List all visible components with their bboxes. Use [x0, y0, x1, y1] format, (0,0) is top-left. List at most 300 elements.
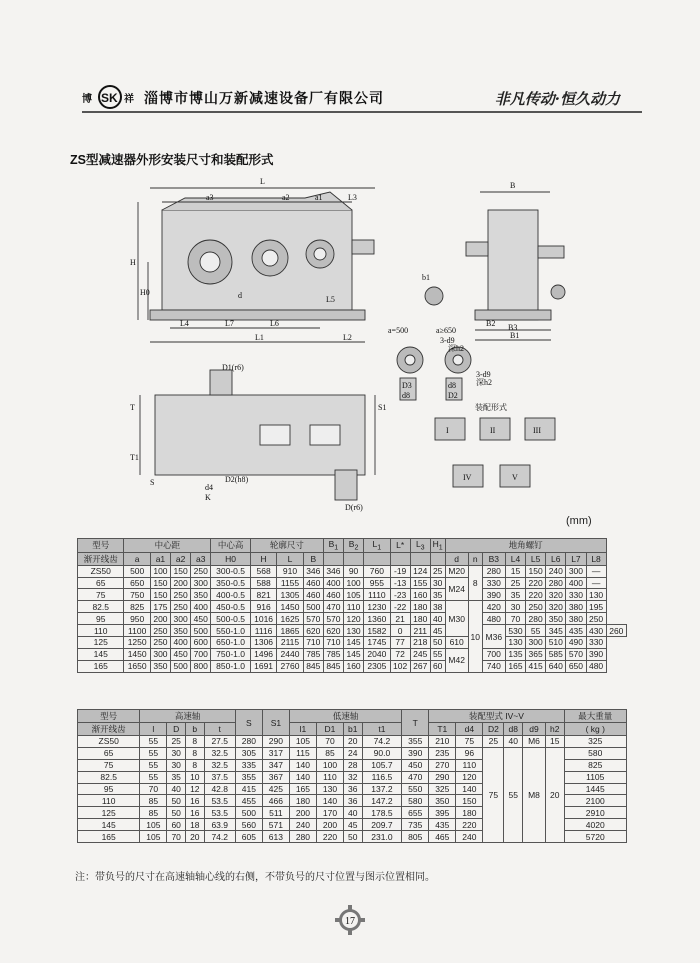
table-cell: 400 [323, 577, 343, 589]
table-cell: 130 [586, 589, 606, 601]
table-cell: 280 [289, 831, 316, 843]
table-cell: 145 [344, 637, 364, 649]
subcol: ( kg ) [564, 723, 626, 736]
svg-text:博: 博 [82, 94, 92, 105]
table-cell: 160 [344, 660, 364, 672]
table-cell: 760 [364, 565, 390, 577]
table-cell: 5720 [564, 831, 626, 843]
table-cell: 220 [526, 577, 546, 589]
table-cell: 8 [185, 736, 204, 748]
table-cell: 130 [344, 625, 364, 637]
table-cell: 345 [546, 625, 566, 637]
table-cell: 55 [140, 759, 167, 771]
table-cell: 250 [150, 625, 170, 637]
page-header [82, 84, 642, 110]
table-cell: 1105 [564, 771, 626, 783]
table-cell: 400 [191, 601, 211, 613]
table-cell: 455 [235, 795, 262, 807]
svg-text:L1: L1 [255, 333, 264, 342]
table-cell: 568 [250, 565, 276, 577]
table-cell: 140 [289, 759, 316, 771]
table-cell: 300 [171, 613, 191, 625]
table-cell: 490 [566, 637, 586, 649]
table-cell: 570 [566, 648, 586, 660]
col-model: 型号 [78, 539, 124, 553]
table-cell: 620 [303, 625, 323, 637]
table-cell: 560 [235, 819, 262, 831]
subcol: D1 [316, 723, 343, 736]
col-max-weight: 最大重量 [564, 710, 626, 723]
table-cell: 1496 [250, 648, 276, 660]
table-cell: 150 [150, 589, 170, 601]
table-cell: 60 [167, 819, 186, 831]
table-cell: 180 [410, 601, 430, 613]
table-cell: 1625 [277, 613, 303, 625]
table-cell: 1250 [124, 637, 150, 649]
table-cell: 1360 [364, 613, 390, 625]
table-cell: 30 [505, 601, 525, 613]
table-row [78, 747, 627, 759]
table-cell: 500 [171, 660, 191, 672]
table-cell: 150 [171, 565, 191, 577]
table-cell: 420 [482, 601, 505, 613]
subcol: H [250, 552, 276, 565]
table-cell: 500-0.5 [211, 613, 251, 625]
table-cell: 400 [566, 577, 586, 589]
svg-text:a2: a2 [282, 193, 290, 202]
table-cell: 35 [430, 589, 445, 601]
table-cell: 55 [504, 747, 523, 842]
table-1-body [78, 565, 627, 672]
table-cell: 32 [343, 771, 362, 783]
table-cell: 1450 [277, 601, 303, 613]
table-cell: 650-1.0 [211, 637, 251, 649]
subcol: d9 [523, 723, 546, 736]
table-cell: 0 [390, 625, 410, 637]
svg-text:B2: B2 [486, 319, 496, 328]
table-cell: 21 [390, 613, 410, 625]
table-cell: 250 [150, 637, 170, 649]
company-logo [82, 84, 142, 110]
table-cell: 2305 [364, 660, 390, 672]
table-cell: 435 [429, 819, 456, 831]
table-cell: 1305 [277, 589, 303, 601]
table-cell: M36 [482, 625, 505, 649]
table-cell: 435 [566, 625, 586, 637]
table-cell: 220 [456, 819, 483, 831]
svg-text:L2: L2 [343, 333, 352, 342]
subcol: a [124, 552, 150, 565]
table-cell: 588 [250, 577, 276, 589]
table-cell: 10 [468, 601, 482, 672]
subcol: L7 [566, 552, 586, 565]
table-cell: 750 [124, 589, 150, 601]
svg-text:L7: L7 [225, 319, 234, 328]
table-cell: 500 [235, 807, 262, 819]
svg-text:L3: L3 [348, 193, 357, 202]
table-cell: 280 [526, 613, 546, 625]
table-cell: 200 [316, 819, 343, 831]
table-cell: 350-0.5 [211, 577, 251, 589]
table-cell: 53.5 [204, 807, 235, 819]
table-cell: 390 [482, 589, 505, 601]
table-cell: 511 [262, 807, 289, 819]
table-cell: 845 [323, 660, 343, 672]
table-cell: M20 [445, 565, 468, 577]
table-cell: 785 [323, 648, 343, 660]
company-name: 淄博市博山万新减速设备厂有限公司 [144, 90, 384, 106]
table-row [78, 601, 627, 613]
table-cell: 90.0 [362, 747, 402, 759]
table-cell: 27.5 [204, 736, 235, 748]
svg-text:T1: T1 [130, 453, 139, 462]
table-cell: 2760 [277, 660, 303, 672]
table-cell: 140 [316, 795, 343, 807]
table-cell: 30 [167, 747, 186, 759]
table-cell: 180 [456, 807, 483, 819]
table-cell: 65 [78, 747, 140, 759]
section-title: ZS型减速器外形安装尺寸和装配形式 [70, 153, 274, 167]
table-cell: 280 [482, 565, 505, 577]
table-cell: 605 [235, 831, 262, 843]
subcol: L6 [546, 552, 566, 565]
table-row [78, 589, 627, 601]
table-cell: 30 [167, 759, 186, 771]
subcol: b1 [343, 723, 362, 736]
table-cell: 70 [505, 613, 525, 625]
table-cell: 220 [526, 589, 546, 601]
svg-text:a3: a3 [206, 193, 214, 202]
table-cell: 800 [191, 660, 211, 672]
table-cell: 2040 [364, 648, 390, 660]
table-cell: 50 [167, 795, 186, 807]
table-cell: 155 [410, 577, 430, 589]
table-cell: 90 [344, 565, 364, 577]
col-l3: $L_3$ [410, 539, 430, 553]
table-cell: 30 [430, 577, 445, 589]
svg-text:B: B [510, 181, 516, 190]
table-cell: 367 [262, 771, 289, 783]
table-cell: 28 [343, 759, 362, 771]
table-cell: 218 [410, 637, 430, 649]
col-assembly-form: 装配型式 IV~V [429, 710, 564, 723]
subcol: L [277, 552, 303, 565]
subcol: 渐开线齿 [78, 723, 140, 736]
table-cell: 650 [566, 660, 586, 672]
table-cell: 240 [456, 831, 483, 843]
table-cell: 825 [564, 759, 626, 771]
table-cell: 40 [167, 783, 186, 795]
table-cell: 20 [343, 736, 362, 748]
table-cell: 165 [78, 831, 140, 843]
table-cell: 850-1.0 [211, 660, 251, 672]
table-cell: 825 [124, 601, 150, 613]
table-row [78, 660, 627, 672]
table-cell: 74.2 [362, 736, 402, 748]
table-cell: M30 [445, 601, 468, 637]
table-cell: 209.7 [362, 819, 402, 831]
table-cell: 110 [316, 771, 343, 783]
subcol: L8 [586, 552, 606, 565]
subcol: h2 [545, 723, 564, 736]
table-cell: 115 [289, 747, 316, 759]
table-cell: 110 [78, 625, 124, 637]
table-cell: 124 [410, 565, 430, 577]
table-cell: 450 [402, 759, 429, 771]
table-cell: 320 [546, 601, 566, 613]
table-cell: 330 [566, 589, 586, 601]
table-cell: 2440 [277, 648, 303, 660]
table-cell: 105 [344, 589, 364, 601]
col-b2: $B_2$ [344, 539, 364, 553]
table-cell: 460 [303, 589, 323, 601]
table-cell: 500 [303, 601, 323, 613]
table-cell: 325 [429, 783, 456, 795]
table-cell: 16 [185, 795, 204, 807]
table-cell: -13 [390, 577, 410, 589]
table-cell: 350 [171, 625, 191, 637]
subcol: L4 [505, 552, 525, 565]
table-cell: 50 [167, 807, 186, 819]
table-cell: 580 [402, 795, 429, 807]
table-cell: 130 [505, 637, 525, 649]
table-cell: 350 [429, 795, 456, 807]
table-cell: 180 [410, 613, 430, 625]
table-cell: 55 [140, 736, 167, 748]
table-row [78, 565, 627, 577]
subcol: B3 [482, 552, 505, 565]
table-cell: 25 [483, 736, 504, 748]
svg-text:D1(r6): D1(r6) [222, 363, 244, 372]
table-cell: 140 [456, 783, 483, 795]
table-cell: 1110 [364, 589, 390, 601]
table-cell: 75 [78, 589, 124, 601]
table-row [78, 625, 627, 637]
table-cell: 1100 [124, 625, 150, 637]
table-cell: M6 [523, 736, 546, 748]
svg-text:T: T [130, 403, 135, 412]
table-cell: 116.5 [362, 771, 402, 783]
table-cell: 55 [140, 747, 167, 759]
subcol: D2 [483, 723, 504, 736]
table-cell: 32.5 [204, 747, 235, 759]
table-cell: 45 [343, 819, 362, 831]
table-cell: 165 [78, 660, 124, 672]
table-cell: 110 [456, 759, 483, 771]
table-cell: 350 [150, 660, 170, 672]
table-cell: 550-1.0 [211, 625, 251, 637]
subcol: b [185, 723, 204, 736]
table-cell: 72 [390, 648, 410, 660]
subcol: 渐开线齿 [78, 552, 124, 565]
table-cell: 147.2 [362, 795, 402, 807]
table-row [78, 637, 627, 649]
table-cell: 1691 [250, 660, 276, 672]
table-2-body [78, 736, 627, 843]
table-cell: 710 [303, 637, 323, 649]
subcol: a1 [150, 552, 170, 565]
table-cell: 910 [277, 565, 303, 577]
subcol: n [468, 552, 482, 565]
table-cell: 160 [410, 589, 430, 601]
table-cell: 1582 [364, 625, 390, 637]
table-cell: 105 [140, 819, 167, 831]
subcol: T1 [429, 723, 456, 736]
table-cell: 105.7 [362, 759, 402, 771]
table-cell: 105 [289, 736, 316, 748]
table-cell: 500 [191, 625, 211, 637]
table-cell: 317 [262, 747, 289, 759]
col-model: 型号 [78, 710, 140, 723]
table-cell: 700 [191, 648, 211, 660]
table-cell: 74.2 [204, 831, 235, 843]
svg-text:III: III [533, 426, 541, 435]
table-cell: 530 [505, 625, 525, 637]
unit-label: (mm) [566, 515, 592, 527]
table-cell: 96 [456, 747, 483, 759]
svg-text:II: II [490, 426, 496, 435]
table-cell: 25 [167, 736, 186, 748]
table-cell: 135 [505, 648, 525, 660]
table-cell: 465 [429, 831, 456, 843]
table-cell: 355 [235, 771, 262, 783]
table-cell: 10 [185, 771, 204, 783]
table-cell: 35 [505, 589, 525, 601]
subcol: L5 [526, 552, 546, 565]
page-number: 17 [345, 916, 355, 927]
table-cell: 4020 [564, 819, 626, 831]
table-cell: 70 [316, 736, 343, 748]
slogan: 非凡传动·恒久动力 [494, 90, 620, 108]
table-cell: 1016 [250, 613, 276, 625]
svg-text:K: K [205, 493, 211, 502]
table-cell: 1865 [277, 625, 303, 637]
table-cell: 211 [410, 625, 430, 637]
table-cell: 25 [430, 565, 445, 577]
table-cell: 200 [289, 807, 316, 819]
table-cell: 36 [343, 795, 362, 807]
footnote: 注：带负号的尺寸在高速轴轴心线的右侧，不带负号的尺寸位置与图示位置相同。 [75, 872, 435, 883]
table-cell: 571 [262, 819, 289, 831]
table-cell: 346 [303, 565, 323, 577]
svg-text:B1: B1 [510, 331, 520, 340]
table-cell: 655 [402, 807, 429, 819]
table-cell: 240 [289, 819, 316, 831]
table-cell: 50 [343, 831, 362, 843]
table-cell: 330 [586, 637, 606, 649]
table-cell: 75 [456, 736, 483, 748]
table-cell: 95 [78, 783, 140, 795]
table-cell: 20 [185, 831, 204, 843]
subcol: B [303, 552, 323, 565]
table-cell: 15 [505, 565, 525, 577]
table-cell: 1230 [364, 601, 390, 613]
table-cell: 1745 [364, 637, 390, 649]
svg-text:V: V [512, 473, 518, 482]
table-cell: 12 [185, 783, 204, 795]
drawing-svg [130, 170, 590, 530]
table-cell: 400 [171, 637, 191, 649]
table-cell: 8 [468, 565, 482, 601]
table-cell: 42.8 [204, 783, 235, 795]
col-l2: L* [390, 539, 410, 553]
svg-text:L: L [260, 177, 265, 186]
svg-text:H: H [130, 258, 136, 267]
table-cell: 300 [191, 577, 211, 589]
table-cell: 16 [185, 807, 204, 819]
table-cell: 70 [167, 831, 186, 843]
table-cell: 120 [344, 613, 364, 625]
table-cell: 120 [456, 771, 483, 783]
table-cell: 2100 [564, 795, 626, 807]
table-cell: 45 [430, 625, 445, 637]
table-cell: 450 [171, 648, 191, 660]
table-cell: 180 [289, 795, 316, 807]
col-s1: S1 [262, 710, 289, 736]
table-cell: 20 [545, 747, 564, 842]
table-cell: — [586, 577, 606, 589]
table-cell: 450-0.5 [211, 601, 251, 613]
table-row [78, 648, 627, 660]
dimension-table-1 [77, 538, 627, 673]
table-cell: 267 [410, 660, 430, 672]
table-cell: ZS50 [78, 565, 124, 577]
table-cell: 305 [235, 747, 262, 759]
table-cell: 55 [430, 648, 445, 660]
table-cell: 36 [343, 783, 362, 795]
subcol: a2 [171, 552, 191, 565]
table-cell: 355 [402, 736, 429, 748]
table-cell: 821 [250, 589, 276, 601]
table-cell: 195 [586, 601, 606, 613]
svg-text:d8: d8 [402, 391, 410, 400]
table-cell: 100 [316, 759, 343, 771]
table-cell: 320 [546, 589, 566, 601]
table-cell: 235 [429, 747, 456, 759]
subcol: l1 [289, 723, 316, 736]
table-cell: 165 [289, 783, 316, 795]
table-row [78, 736, 627, 748]
table-cell: 105 [140, 831, 167, 843]
subcol: a3 [191, 552, 211, 565]
table-cell: 85 [140, 795, 167, 807]
table-cell: 335 [235, 759, 262, 771]
table-cell: 620 [323, 625, 343, 637]
table-cell: 175 [150, 601, 170, 613]
table-cell: 570 [323, 613, 343, 625]
table-cell: 150 [526, 565, 546, 577]
header-divider [82, 111, 642, 113]
svg-text:D2(h8): D2(h8) [225, 475, 249, 484]
table-cell: 300 [526, 637, 546, 649]
table-cell: 200 [171, 577, 191, 589]
table-cell: 75 [483, 747, 504, 842]
svg-text:D3: D3 [402, 381, 412, 390]
table-cell: 415 [235, 783, 262, 795]
subcol: t1 [362, 723, 402, 736]
table-cell: 585 [546, 648, 566, 660]
table-cell: 245 [410, 648, 430, 660]
table-cell: 40 [504, 736, 523, 748]
table-cell: 53.5 [204, 795, 235, 807]
table-cell: 380 [566, 601, 586, 613]
table-cell: 347 [262, 759, 289, 771]
table-cell: 60 [430, 660, 445, 672]
table-cell: 600 [191, 637, 211, 649]
svg-text:装配形式: 装配形式 [475, 403, 507, 412]
table-cell: 125 [78, 807, 140, 819]
table-cell: 18 [185, 819, 204, 831]
